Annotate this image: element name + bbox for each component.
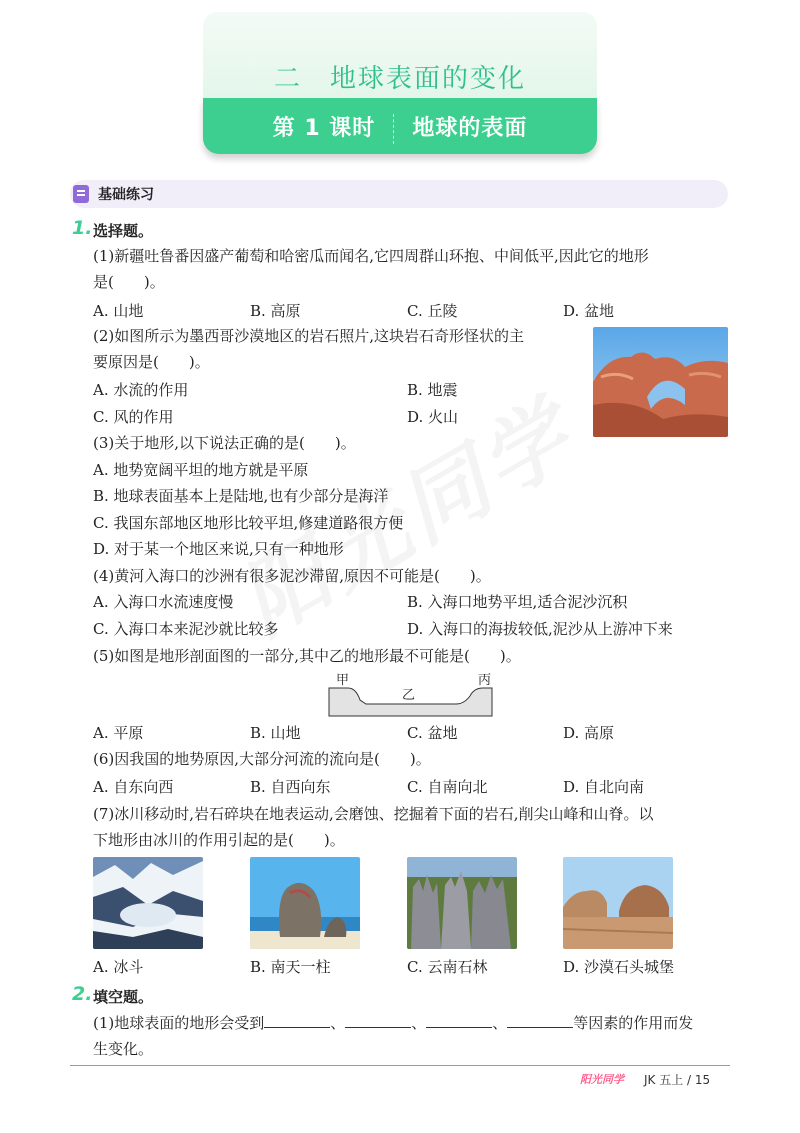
question-text: (2)如图所示为墨西哥沙漠地区的岩石照片,这块岩石奇形怪状的主 <box>93 327 525 345</box>
blank-separator: 、 <box>411 1014 427 1032</box>
option-d: D. 高原 <box>563 724 615 742</box>
question-text: (7)冰川移动时,岩石碎块在地表运动,会磨蚀、挖掘着下面的岩石,削尖山峰和山脊。以 <box>93 805 654 823</box>
option-c: C. 入海口本来泥沙就比较多 <box>93 620 279 638</box>
option-a: A. 水流的作用 <box>93 381 189 399</box>
answer-blank-2[interactable] <box>345 1013 411 1028</box>
label-jia: 甲 <box>336 673 350 688</box>
question-text: (1)新疆吐鲁番因盛产葡萄和哈密瓜而闻名,它四周群山环抱、中间低平,因此它的地形 <box>93 247 649 265</box>
option-d: D. 沙漠石头城堡 <box>563 958 675 976</box>
lesson-number: 第 1 课时 <box>272 116 376 141</box>
option-c: C. 我国东部地区地形比较平坦,修建道路很方便 <box>93 514 404 532</box>
answer-blank-4[interactable] <box>507 1013 573 1028</box>
option-d: D. 对于某一个地区来说,只有一种地形 <box>93 540 344 558</box>
option-b: B. 地球表面基本上是陆地,也有少部分是海洋 <box>93 487 389 505</box>
question-text: 是( )。 <box>93 273 165 291</box>
option-a: A. 入海口水流速度慢 <box>93 593 234 611</box>
option-a: A. 平原 <box>93 724 144 742</box>
desert-rock-castle-photo <box>563 857 673 949</box>
tianya-rock-pillar-photo <box>250 857 360 949</box>
terrain-profile-diagram <box>328 670 493 718</box>
footer-divider <box>70 1065 730 1066</box>
lesson-title-text: 地球的表面 <box>412 116 528 141</box>
question-text: (5)如图是地形剖面图的一部分,其中乙的地形最不可能是( )。 <box>93 647 521 665</box>
question-text: (3)关于地形,以下说法正确的是( )。 <box>93 434 356 452</box>
option-c: C. 盆地 <box>407 724 458 742</box>
page-number: JK 五上 / 15 <box>644 1073 711 1087</box>
option-b: B. 山地 <box>250 724 301 742</box>
option-c: C. 风的作用 <box>93 408 174 426</box>
blank-separator: 、 <box>492 1014 508 1032</box>
lesson-divider <box>393 114 394 144</box>
option-b: B. 高原 <box>250 302 301 320</box>
option-d: D. 盆地 <box>563 302 615 320</box>
question-title: 填空题。 <box>93 988 154 1006</box>
option-c: C. 自南向北 <box>407 778 488 796</box>
stone-forest-photo <box>407 857 517 949</box>
option-b: B. 南天一柱 <box>250 958 331 976</box>
section-label: 基础练习 <box>98 187 154 203</box>
option-c: C. 云南石林 <box>407 958 488 976</box>
question-text: 下地形由冰川的作用引起的是( )。 <box>93 831 345 849</box>
notebook-icon <box>73 185 89 203</box>
question-number: 1. <box>72 217 93 239</box>
option-a: A. 山地 <box>93 302 144 320</box>
question-text: 等因素的作用而发 <box>573 1014 694 1032</box>
answer-blank-3[interactable] <box>426 1013 492 1028</box>
blank-separator: 、 <box>330 1014 346 1032</box>
option-b: B. 地震 <box>407 381 458 399</box>
question-text: 要原因是( )。 <box>93 353 210 371</box>
question-text: (6)因我国的地势原因,大部分河流的流向是( )。 <box>93 750 431 768</box>
option-a: A. 冰斗 <box>93 958 144 976</box>
option-d: D. 火山 <box>407 408 459 426</box>
unit-title <box>203 58 597 95</box>
option-c: C. 丘陵 <box>407 302 458 320</box>
question-text: (4)黄河入海口的沙洲有很多泥沙滞留,原因不可能是( )。 <box>93 567 491 585</box>
question-number: 2. <box>72 983 93 1005</box>
question-text: 生变化。 <box>93 1040 154 1058</box>
unit-title-text: 地球表面的变化 <box>330 64 527 94</box>
label-bing: 丙 <box>478 673 492 688</box>
label-yi: 乙 <box>402 688 416 703</box>
option-b: B. 自西向东 <box>250 778 331 796</box>
unit-number: 二 <box>273 64 302 94</box>
option-a: A. 地势宽阔平坦的地方就是平原 <box>93 461 309 479</box>
option-a: A. 自东向西 <box>93 778 174 796</box>
question-title: 选择题。 <box>93 222 154 240</box>
lesson-title <box>203 111 597 144</box>
section-header <box>70 180 728 208</box>
option-d: D. 自北向南 <box>563 778 645 796</box>
cirque-glacier-photo <box>93 857 203 949</box>
option-d: D. 入海口的海拔较低,泥沙从上游冲下来 <box>407 620 673 638</box>
answer-blank-1[interactable] <box>264 1013 330 1028</box>
question-text: (1)地球表面的地形会受到 <box>93 1014 265 1032</box>
brand-logo: 阳光同学 <box>580 1073 624 1086</box>
option-b: B. 入海口地势平坦,适合泥沙沉积 <box>407 593 628 611</box>
desert-arch-rock-photo <box>593 327 728 437</box>
fill-in-question <box>93 1012 693 1034</box>
